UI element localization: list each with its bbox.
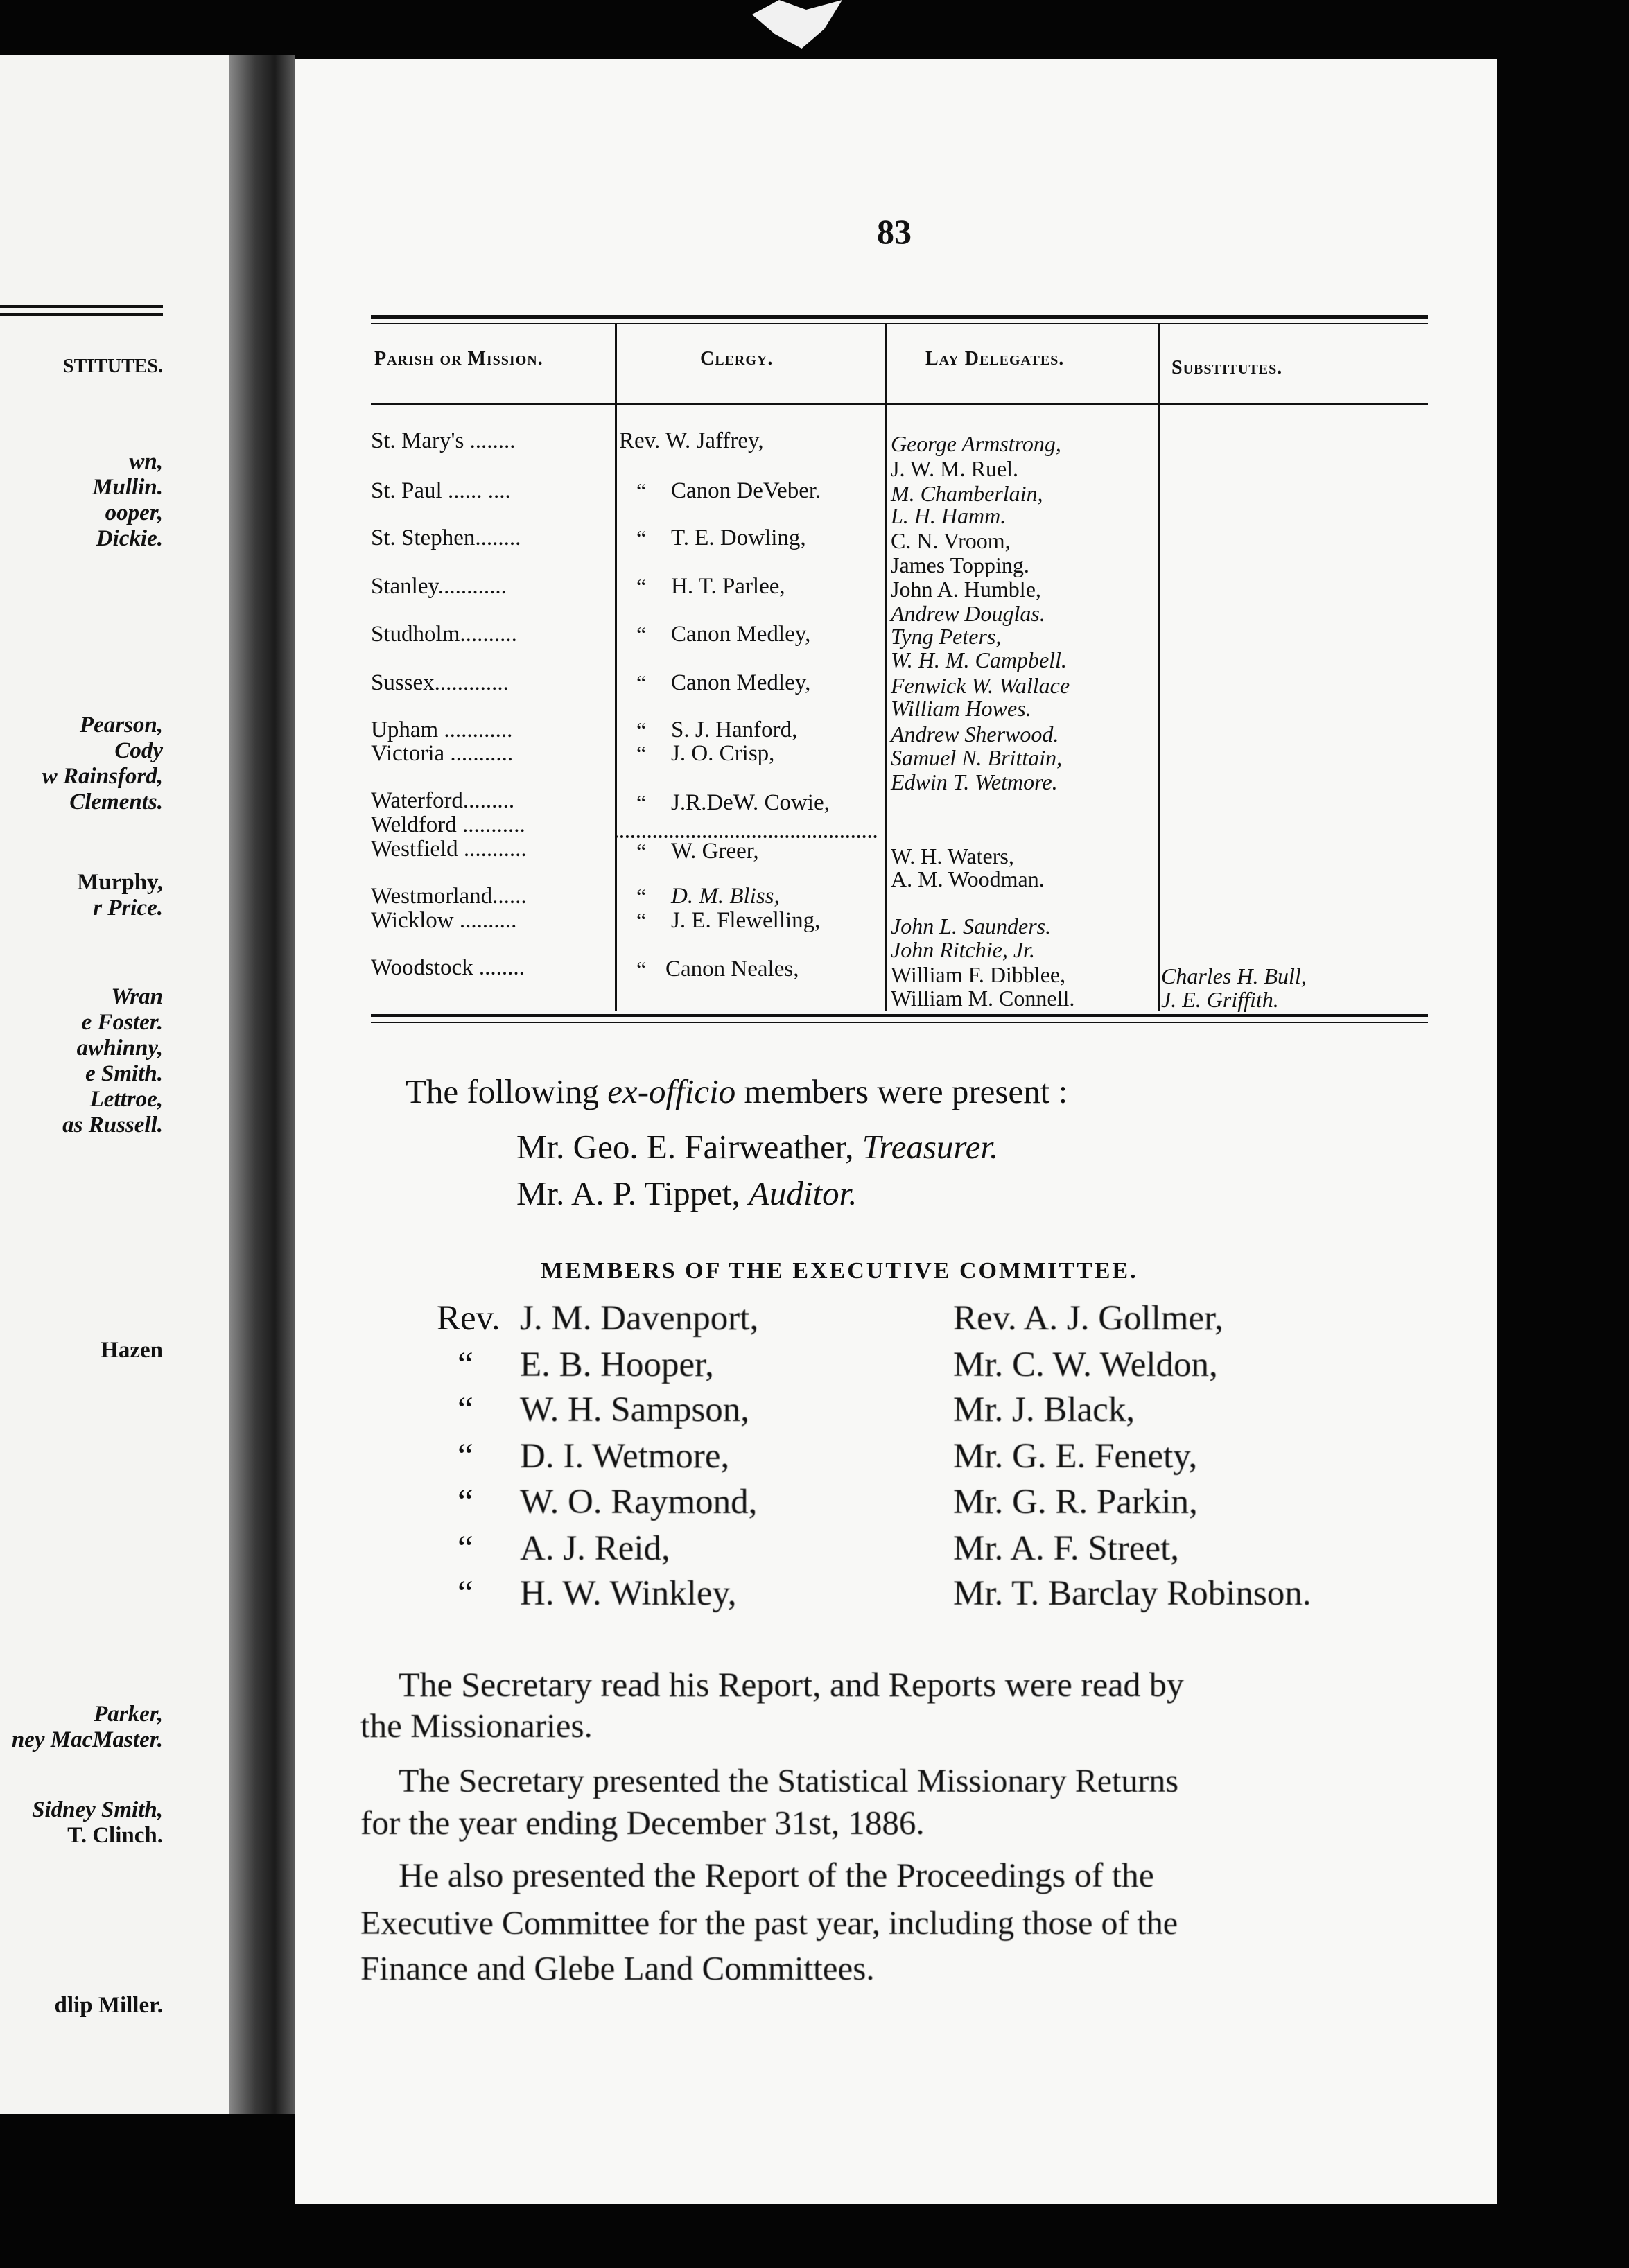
ditto-mark: “ (636, 957, 647, 982)
left-page-line: r Price. (93, 896, 163, 921)
executive-member-right: Mr. A. F. Street, (953, 1529, 1180, 1568)
paragraph-line: for the year ending December 31st, 1886. (360, 1804, 925, 1842)
parish-cell: Westmorland...... (371, 884, 527, 909)
clergy-cell: W. Greer, (671, 839, 759, 864)
left-page-line: Wran (111, 984, 163, 1009)
left-page-line: Dickie. (96, 526, 163, 551)
parish-cell: Wicklow .......... (371, 908, 517, 933)
parish-cell: St. Paul ...... .... (371, 478, 511, 503)
ditto-mark: “ (458, 1483, 473, 1521)
executive-member-right: Mr. T. Barclay Robinson. (953, 1574, 1312, 1613)
left-page-line: dlip Miller. (54, 1993, 163, 2018)
lay-delegate-cell: William M. Connell. (891, 986, 1075, 1011)
lay-delegate-cell: Fenwick W. Wallace (891, 673, 1070, 698)
row-separator (615, 835, 877, 838)
left-page-line: Parker, (94, 1702, 163, 1727)
left-page-line: e Smith. (85, 1061, 163, 1086)
lay-delegate-cell: Tyng Peters, (891, 624, 1002, 649)
clergy-cell: J. O. Crisp, (671, 741, 775, 766)
ex-officio-member (516, 1173, 857, 1214)
left-page-line: awhinny, (76, 1036, 163, 1061)
clergy-cell: J.R.DeW. Cowie, (671, 790, 830, 815)
clergy-cell: Canon Neales, (665, 957, 799, 982)
executive-member-left: H. W. Winkley, (520, 1574, 737, 1613)
paragraph-line: He also presented the Report of the Proceedings of the (399, 1856, 1154, 1894)
ditto-mark: “ (636, 574, 647, 599)
column-header-substitutes: Substitutes. (1171, 357, 1283, 378)
column-divider (885, 324, 887, 1011)
clergy-cell: H. T. Parlee, (671, 574, 785, 599)
ex-officio-member-role: Auditor. (749, 1174, 857, 1212)
executive-member-left: J. M. Davenport, (520, 1299, 759, 1338)
clergy-cell: Canon DeVeber. (671, 478, 821, 503)
ditto-mark: “ (636, 884, 647, 909)
executive-member-right: Mr. G. E. Fenety, (953, 1437, 1198, 1476)
left-page-line: STITUTES. (63, 356, 163, 377)
lay-delegate-cell: John Ritchie, Jr. (891, 937, 1035, 962)
paragraph-line: The Secretary presented the Statistical Missionary Returns (399, 1763, 1179, 1799)
lay-delegate-cell: Edwin T. Wetmore. (891, 769, 1058, 794)
ex-officio-member (516, 1126, 998, 1168)
column-divider (615, 324, 617, 1011)
ex-officio-member-name: Mr. A. P. Tippet, (516, 1174, 749, 1212)
lay-delegate-cell: John A. Humble, (891, 577, 1041, 602)
column-divider (1158, 324, 1160, 1011)
executive-member-left: W. H. Sampson, (520, 1390, 750, 1429)
page-number: 83 (877, 212, 912, 251)
column-header-clergy: Clergy. (700, 348, 774, 369)
lay-delegate-cell: W. H. Waters, (891, 844, 1014, 869)
lay-delegate-cell: George Armstrong, (891, 431, 1061, 456)
clergy-cell: D. M. Bliss, (671, 884, 780, 909)
left-page-line: Pearson, (79, 713, 163, 738)
lay-delegate-cell: W. H. M. Campbell. (891, 647, 1067, 672)
header-underline (371, 403, 1428, 405)
ex-officio-member-role: Treasurer. (862, 1128, 999, 1166)
clergy-cell: Rev. W. Jaffrey, (619, 428, 764, 453)
ditto-mark: “ (636, 908, 647, 933)
column-header-lay-delegates: Lay Delegates. (925, 348, 1065, 369)
parish-cell: Weldford ........... (371, 812, 525, 837)
parish-cell: Westfield ........... (371, 837, 527, 862)
ditto-mark: “ (636, 717, 647, 742)
clergy-cell: Canon Medley, (671, 622, 811, 647)
left-page-line: as Russell. (62, 1113, 163, 1137)
executive-member-prefix: Rev. (437, 1299, 500, 1338)
left-page-line: ney MacMaster. (11, 1727, 163, 1752)
left-page-line: Murphy, (77, 870, 163, 895)
executive-member-left: A. J. Reid, (520, 1529, 670, 1568)
left-page-rule (0, 313, 163, 316)
executive-member-right: Mr. J. Black, (953, 1390, 1135, 1429)
executive-member-left: W. O. Raymond, (520, 1483, 758, 1521)
left-page-line: w Rainsford, (42, 764, 163, 789)
left-page-line: wn, (129, 449, 163, 474)
ditto-mark: “ (636, 622, 647, 647)
left-page-line: Cody (114, 738, 163, 763)
parish-cell: Victoria ........... (371, 741, 514, 766)
lay-delegate-cell: A. M. Woodman. (891, 866, 1045, 891)
table-top-rule-thin (371, 323, 1428, 324)
clergy-cell: T. E. Dowling, (671, 525, 806, 550)
executive-committee-heading: MEMBERS OF THE EXECUTIVE COMMITTEE. (541, 1258, 1138, 1284)
ex-officio-intro (406, 1071, 1068, 1113)
ditto-mark: “ (636, 839, 647, 864)
lay-delegate-cell: Andrew Douglas. (891, 601, 1045, 626)
ditto-mark: “ (636, 790, 647, 815)
parish-cell: St. Stephen........ (371, 525, 521, 550)
ditto-mark: “ (458, 1390, 473, 1429)
executive-member-right: Mr. G. R. Parkin, (953, 1483, 1198, 1521)
table-bottom-rule (371, 1014, 1428, 1017)
left-page-line: Lettroe, (89, 1087, 163, 1112)
parish-cell: Woodstock ........ (371, 955, 525, 980)
clergy-cell: S. J. Hanford, (671, 717, 798, 742)
paragraph-line: the Missionaries. (360, 1707, 593, 1745)
left-page-line: Mullin. (92, 475, 163, 500)
left-page-line: Sidney Smith, (32, 1797, 163, 1822)
lay-delegate-cell: C. N. Vroom, (891, 528, 1011, 553)
table-top-rule (371, 315, 1428, 319)
executive-member-left: E. B. Hooper, (520, 1345, 714, 1384)
clergy-cell: Canon Medley, (671, 670, 811, 695)
left-facing-page (0, 55, 229, 2114)
executive-member-left: D. I. Wetmore, (520, 1437, 730, 1476)
ex-officio-intro-prefix: The following (406, 1072, 608, 1110)
ditto-mark: “ (458, 1345, 473, 1384)
ex-officio-intro-suffix: members were present : (735, 1072, 1068, 1110)
ditto-mark: “ (636, 741, 647, 766)
column-header-parish: Parish or Mission. (374, 348, 543, 369)
left-page-line: e Foster. (81, 1010, 163, 1035)
substitute-cell: J. E. Griffith. (1161, 987, 1279, 1012)
lay-delegate-cell: John L. Saunders. (891, 914, 1052, 939)
parish-cell: St. Mary's ........ (371, 428, 516, 453)
ditto-mark: “ (458, 1529, 473, 1568)
left-page-line: T. Clinch. (67, 1823, 163, 1848)
lay-delegate-cell: William F. Dibblee, (891, 962, 1066, 987)
parish-cell: Waterford......... (371, 788, 515, 813)
left-page-line: Clements. (69, 790, 163, 814)
lay-delegate-cell: L. H. Hamm. (891, 503, 1007, 528)
ditto-mark: “ (458, 1437, 473, 1476)
ditto-mark: “ (636, 670, 647, 695)
parish-cell: Upham ............ (371, 717, 513, 742)
left-page-rule (0, 305, 163, 308)
left-page-line: ooper, (105, 500, 163, 525)
lay-delegate-cell: M. Chamberlain, (891, 481, 1043, 506)
clergy-cell: J. E. Flewelling, (671, 908, 821, 933)
ditto-mark: “ (636, 525, 647, 550)
executive-member-right: Rev. A. J. Gollmer, (953, 1299, 1223, 1338)
lay-delegate-cell: James Topping. (891, 552, 1029, 577)
left-page-line: Hazen (101, 1338, 163, 1363)
book-gutter (229, 55, 295, 2114)
ditto-mark: “ (458, 1574, 473, 1613)
paragraph-line: Finance and Glebe Land Committees. (360, 1949, 875, 1987)
lay-delegate-cell: William Howes. (891, 696, 1031, 721)
parish-cell: Sussex............. (371, 670, 509, 695)
parish-cell: Studholm.......... (371, 622, 517, 647)
lay-delegate-cell: Andrew Sherwood. (891, 722, 1059, 747)
table-bottom-rule-thin (371, 1022, 1428, 1023)
parish-cell: Stanley............ (371, 574, 507, 599)
ditto-mark: “ (636, 478, 647, 503)
lay-delegate-cell: Samuel N. Brittain, (891, 745, 1063, 770)
executive-member-right: Mr. C. W. Weldon, (953, 1345, 1218, 1384)
substitute-cell: Charles H. Bull, (1161, 963, 1307, 988)
ex-officio-term: ex-officio (607, 1072, 736, 1110)
lay-delegate-cell: J. W. M. Ruel. (891, 456, 1019, 481)
paragraph-line: The Secretary read his Report, and Reports were read by (399, 1665, 1184, 1704)
paragraph-line: Executive Committee for the past year, including those of the (360, 1905, 1178, 1942)
ex-officio-member-name: Mr. Geo. E. Fairweather, (516, 1128, 862, 1166)
paper-scrap (752, 0, 842, 49)
